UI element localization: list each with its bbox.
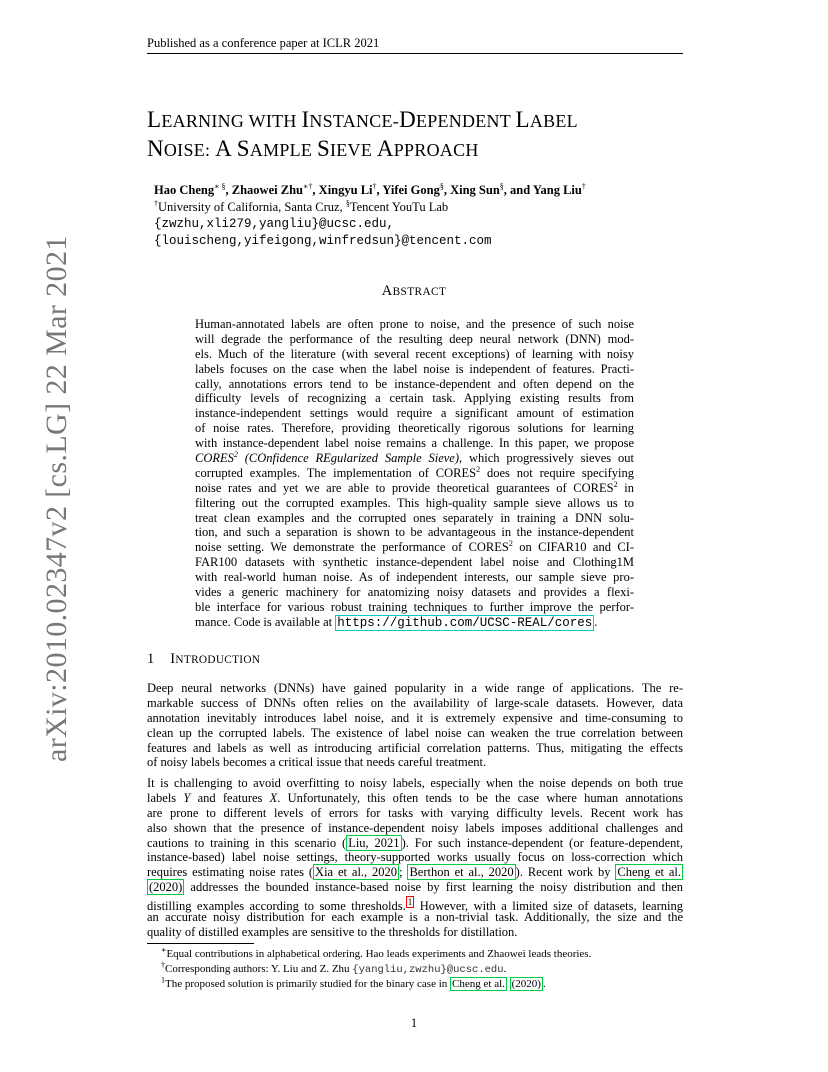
abstract-line: of noise rates. Therefore, providing theoretically rigorous solutions for learning: [195, 421, 634, 436]
citation-link[interactable]: Xia et al., 2020: [315, 865, 398, 880]
abstract-line: instance-independent settings would require a significant amount of estimation: [195, 406, 634, 421]
body-line: also shown that the presence of instance-dependent noisy labels imposes additional challenges and: [147, 820, 683, 835]
author-block: [154, 182, 694, 250]
abstract-line: treat clean examples and the corrupted ones separately in training a DNN solu-: [195, 510, 634, 525]
body-line: distilling examples according to some thresholds. $^1$ However, with a limited size of datasets, learning: [147, 897, 683, 914]
abstract-line: noise rates and yet we are able to provide theoretical guarantees of CORES$^2$ in: [195, 479, 634, 495]
abstract-line: difficulty levels of recognizing a certain task. Applying existing results from: [195, 391, 634, 406]
abstract-body: [195, 317, 634, 630]
citation-link[interactable]: Cheng et al.: [452, 978, 505, 990]
body-line: markable success of DNNs often relies on the availability of large-scale datasets. However, data: [147, 695, 683, 710]
title-line-2: NOISE: A SAMPLE SIEVE APPROACH: [147, 136, 479, 161]
email-line-2: {louischeng,yifeigong,winfredsun}@tencent.com: [154, 234, 492, 248]
citation-link[interactable]: (2020): [149, 880, 183, 895]
citation-link[interactable]: Liu, 2021: [348, 835, 400, 850]
body-line: cautions to training in this scenario ( Liu, 2021 ). For such instance-dependent (or feature-dependent,: [147, 835, 683, 850]
arxiv-stamp-text: arXiv:2010.02347v2 [cs.LG] 22 Mar 2021: [40, 235, 73, 762]
body-line: an accurate noisy distribution for each example is a non-trivial task. Additionally, the size and the: [147, 910, 683, 925]
abstract-line: cally, annotations errors tend to be instance-dependent and often depend on the: [195, 376, 634, 391]
header-rule: [147, 53, 683, 54]
abstract-line: tion, and such a separation is shown to be advantageous in the instance-dependent: [195, 525, 634, 540]
abstract-line: mance. Code is available at https://github.com/UCSC-REAL/cores .: [195, 614, 598, 630]
intro-paragraph-1: [147, 681, 683, 770]
running-header: Published as a conference paper at ICLR 2021: [147, 36, 380, 50]
intro-paragraph-2: [147, 776, 683, 940]
body-line: annotation inevitably introduces label noise, and it is extremely expensive and time-consuming to: [147, 710, 683, 725]
abstract-line: labels focuses on the case when the label noise is independent of features. Practi-: [195, 361, 634, 376]
abstract-heading: ABSTRACT: [381, 283, 447, 299]
body-line: instance-based) label noise settings, theory-supported works usually focus on loss-correction which: [147, 850, 683, 865]
author-names: Hao Cheng∗ §, Zhaowei Zhu∗†, Xingyu Li†, Yifei Gong§, Xing Sun§, and Yang Liu†: [154, 181, 586, 197]
email-line-1: {zwzhu,xli279,yangliu}@ucsc.edu,: [154, 217, 395, 231]
citation-link[interactable]: (2020): [511, 978, 541, 990]
paper-title: [147, 106, 707, 164]
body-line: It is challenging to avoid overfitting to noisy labels, especially when the noise depends on both true: [147, 776, 683, 790]
footnote-3: $^1$The proposed solution is primarily studied for the binary case in Cheng et al. (2020) .: [161, 975, 546, 990]
body-line: of noisy labels becomes a critical issue that needs careful treatment.: [147, 755, 487, 770]
section-heading-introduction: 1 INTRODUCTION: [147, 651, 261, 667]
citation-link[interactable]: Berthon et al., 2020: [409, 865, 514, 880]
body-line: clean up the corrupted labels. The existence of label noise can weaken the true correlation between: [147, 725, 683, 740]
abstract-line: els. Much of the literature (with several recent exceptions) of learning with noisy: [195, 346, 634, 361]
title-line-1: LEARNING WITH INSTANCE-DEPENDENT LABEL: [147, 107, 578, 132]
abstract-line: ble interface for various robust training techniques to further improve the perfor-: [195, 599, 634, 614]
body-line: labels Y and features X. Unfortunately, this often tends to be the case where human annotations: [147, 790, 683, 805]
abstract-line: CORES$^2$ (COnfidence REgularized Sample Sieve), which progressively sieves out: [195, 449, 634, 466]
affiliations: †University of California, Santa Cruz, §Tencent YouTu Lab: [154, 198, 449, 214]
footnote-rule: [147, 943, 254, 944]
abstract-line: filtering out the corrupted examples. This high-quality sample sieve allows us to: [195, 495, 634, 510]
page-number: 1: [410, 1016, 418, 1030]
code-url-link[interactable]: https://github.com/UCSC-REAL/cores: [337, 615, 593, 630]
abstract-line: will degrade the performance of the resulting deep neural network (DNN) mod-: [195, 331, 634, 346]
body-line: (2020) addresses the bounded instance-based noise by first learning the noisy distribution and then: [149, 880, 683, 895]
abstract-line: with instance-dependent label noise remains a challenge. In this paper, we propose: [195, 436, 634, 451]
abstract-line: with real-world human noise. As of independent interests, our sample sieve pro-: [195, 570, 634, 585]
citation-link[interactable]: Cheng et al.: [617, 865, 682, 880]
body-line: features and labels as well as introducing artificial correlation patterns. Thus, mitigating the effects: [147, 740, 683, 755]
footnote-ref-link[interactable]: 1: [407, 897, 413, 908]
abstract-line: FAR100 datasets with synthetic instance-dependent label noise and Clothing1M: [195, 555, 634, 570]
abstract-line: vides a generic machinery for anatomizing noisy datasets and provides a flexi-: [195, 585, 634, 600]
body-line: requires estimating noise rates ( Xia et al., 2020 ; Berthon et al., 2020 ). Recent work by Cheng et al.: [147, 865, 682, 880]
footnotes: [161, 947, 681, 992]
abstract-line: corrupted examples. The implementation of CORES$^2$ does not require specifying: [195, 464, 634, 480]
footnote-2: †Corresponding authors: Y. Liu and Z. Zhu {yangliu,zwzhu}@ucsc.edu.: [161, 959, 507, 976]
abstract-line: noise setting. We demonstrate the performance of CORES$^2$ on CIFAR10 and CI-: [195, 539, 634, 555]
body-line: quality of distilled examples are sensitive to the thresholds for distillation.: [147, 924, 518, 939]
body-line: are prone to different levels of errors for tasks with varying difficulty levels. Recent work has: [147, 805, 683, 820]
abstract-line: Human-annotated labels are often prone to noise, and the presence of such noise: [195, 317, 634, 331]
body-line: Deep neural networks (DNNs) have gained popularity in a wide range of applications. The re-: [147, 681, 683, 695]
footnote-1: ∗Equal contributions in alphabetical ordering. Hao leads experiments and Zhaowei leads theories.: [161, 945, 592, 960]
